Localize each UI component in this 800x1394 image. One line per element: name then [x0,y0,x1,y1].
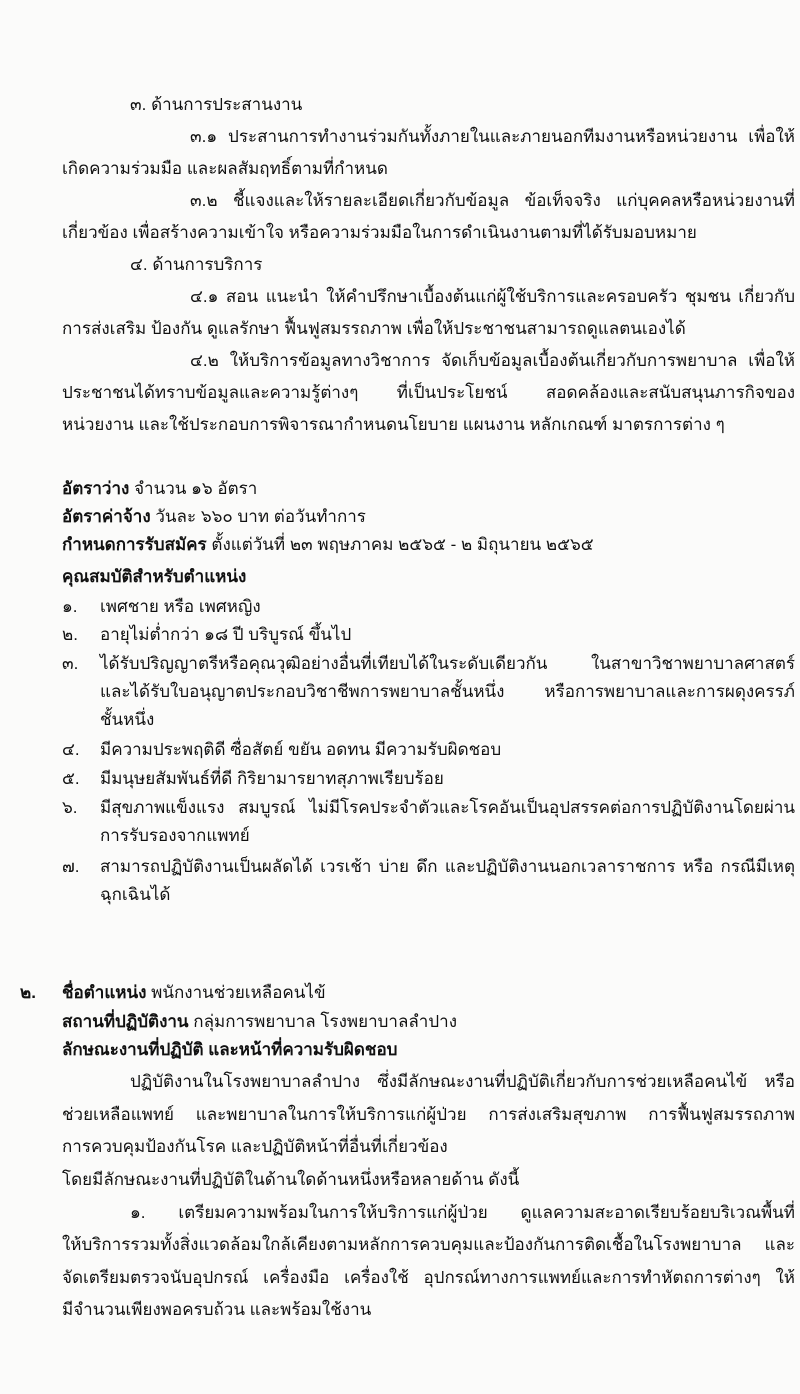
duty-1-line: จัดเตรียมตรวจนับอุปกรณ์ เครื่องมือ เครื่องใช้ อุปกรณ์ทางการแพทย์และการทำหัตถการต่างๆ ให้ [62,1268,795,1287]
qualification-text: ได้รับปริญญาตรีหรือคุณวุฒิอย่างอื่นที่เทียบได้ในระดับเดียวกัน ในสาขาวิชาพยาบาลศาสตร์ [100,654,795,673]
qualification-text: อายุไม่ต่ำกว่า ๑๘ ปี บริบูรณ์ ขึ้นไป [100,625,352,644]
section-4-heading: ๔. ด้านการบริการ [130,255,263,274]
wage-label: อัตราค่าจ้าง [62,507,151,526]
qualification-number: ๑. [62,597,78,616]
qualification-number: ๗. [62,857,80,876]
wage-row [62,506,366,528]
section-4-2-line: ประชาชนได้ทราบข้อมูลและความรู้ต่างๆ ที่เป็นประโยชน์ สอดคล้องและสนับสนุนภารกิจของ [62,383,795,402]
section-4-1-line: ๔.๑ สอน แนะนำ ให้คำปรึกษาเบื้องต้นแก่ผู้ใช้บริการและครอบครัว ชุมชน เกี่ยวกับ [190,287,795,306]
section-3-1-line: เกิดความร่วมมือ และผลสัมฤทธิ์ตามที่กำหนด [62,159,388,178]
qualification-number: ๒. [62,625,78,644]
position-title-value: พนักงานช่วยเหลือคนไข้ [151,983,326,1002]
application-value: ตั้งแต่วันที่ ๒๓ พฤษภาคม ๒๕๖๕ - ๒ มิถุนายน ๒๕๖๕ [211,535,594,554]
wage-value: วันละ ๖๖๐ บาท ต่อวันทำการ [155,507,366,526]
duties-intro: โดยมีลักษณะงานที่ปฏิบัติในด้านใดด้านหนึ่งหรือหลายด้าน ดังนี้ [62,1170,520,1189]
duties-heading: ลักษณะงานที่ปฏิบัติ และหน้าที่ความรับผิดชอบ [62,1040,398,1059]
qualification-text: การรับรองจากแพทย์ [100,826,250,845]
position-2-title [62,982,326,1004]
duties-paragraph-line: ช่วยเหลือแพทย์ และพยาบาลในการให้บริการแก่ผู้ป่วย การส่งเสริมสุขภาพ การฟื้นฟูสมรรถภาพ [62,1105,795,1124]
duties-paragraph-line: การควบคุมป้องกันโรค และปฏิบัติหน้าที่อื่นที่เกี่ยวข้อง [62,1137,448,1156]
qualifications-heading: คุณสมบัติสำหรับตำแหน่ง [62,567,247,586]
qualification-number: ๔. [62,740,80,759]
qualification-number: ๓. [62,654,79,673]
application-row [62,534,594,556]
section-4-1-line: การส่งเสริม ป้องกัน ดูแลรักษา ฟื้นฟูสมรรถภาพ เพื่อให้ประชาชนสามารถดูแลตนเองได้ [62,319,686,338]
section-4-2-line: ๔.๒ ให้บริการข้อมูลทางวิชาการ จัดเก็บข้อมูลเบื้องต้นเกี่ยวกับการพยาบาล เพื่อให้ [190,351,795,370]
position-2-location [62,1011,457,1033]
qualification-number: ๕. [62,769,80,788]
qualification-text: มีความประพฤติดี ซื่อสัตย์ ขยัน อดทน มีความรับผิดชอบ [100,740,502,759]
application-label: กำหนดการรับสมัคร [62,535,207,554]
qualification-text: และได้รับใบอนุญาตประกอบวิชาชีพการพยาบาลชั้นหนึ่ง หรือการพยาบาลและการผดุงครรภ์ [100,682,795,701]
qualification-text: เพศชาย หรือ เพศหญิง [100,597,261,616]
qualification-text: สามารถปฏิบัติงานเป็นผลัดได้ เวรเช้า บ่าย ดึก และปฏิบัติงานนอกเวลาราชการ หรือ กรณีมีเหตุ [100,857,795,876]
vacancy-value: จำนวน ๑๖ อัตรา [134,479,258,498]
section-3-1-line: ๓.๑ ประสานการทำงานร่วมกันทั้งภายในและภายนอกทีมงานหรือหน่วยงาน เพื่อให้ [190,127,795,146]
position-title-label: ชื่อตำแหน่ง [62,983,147,1002]
qualification-text: ฉุกเฉินได้ [100,885,171,904]
position-2-number: ๒. [20,983,36,1002]
section-4-2-line: หน่วยงาน และใช้ประกอบการพิจารณากำหนดนโยบาย แผนงาน หลักเกณฑ์ มาตรการต่าง ๆ [62,415,725,434]
section-3-2-line: ๓.๒ ชี้แจงและให้รายละเอียดเกี่ยวกับข้อมูล ข้อเท็จจริง แก่บุคคลหรือหน่วยงานที่ [190,191,795,210]
qualification-number: ๖. [62,798,78,817]
qualification-text: มีมนุษยสัมพันธ์ที่ดี กิริยามารยาทสุภาพเรียบร้อย [100,769,444,788]
vacancy-row [62,478,257,500]
section-3-heading: ๓. ด้านการประสานงาน [130,95,303,114]
duty-1-line: ๑. เตรียมความพร้อมในการให้บริการแก่ผู้ป่วย ดูแลความสะอาดเรียบร้อยบริเวณพื้นที่ [130,1203,795,1222]
duty-1-line: ให้บริการรวมทั้งสิ่งแวดล้อมใกล้เคียงตามหลักการควบคุมและป้องกันการติดเชื้อในโรงพยาบาล และ [62,1235,795,1254]
vacancy-label: อัตราว่าง [62,479,130,498]
duty-1-line: มีจำนวนเพียงพอครบถ้วน และพร้อมใช้งาน [62,1300,372,1319]
qualification-text: ชั้นหนึ่ง [100,710,155,729]
location-value: กลุ่มการพยาบาล โรงพยาบาลลำปาง [193,1012,457,1031]
duties-paragraph-line: ปฏิบัติงานในโรงพยาบาลลำปาง ซึ่งมีลักษณะงานที่ปฏิบัติเกี่ยวกับการช่วยเหลือคนไข้ หรือ [130,1072,795,1091]
section-3-2-line: เกี่ยวข้อง เพื่อสร้างความเข้าใจ หรือความร่วมมือในการดำเนินงานตามที่ได้รับมอบหมาย [62,223,697,242]
qualification-text: มีสุขภาพแข็งแรง สมบูรณ์ ไม่มีโรคประจำตัวและโรคอันเป็นอุปสรรคต่อการปฏิบัติงานโดยผ่าน [100,798,795,817]
location-label: สถานที่ปฏิบัติงาน [62,1012,189,1031]
